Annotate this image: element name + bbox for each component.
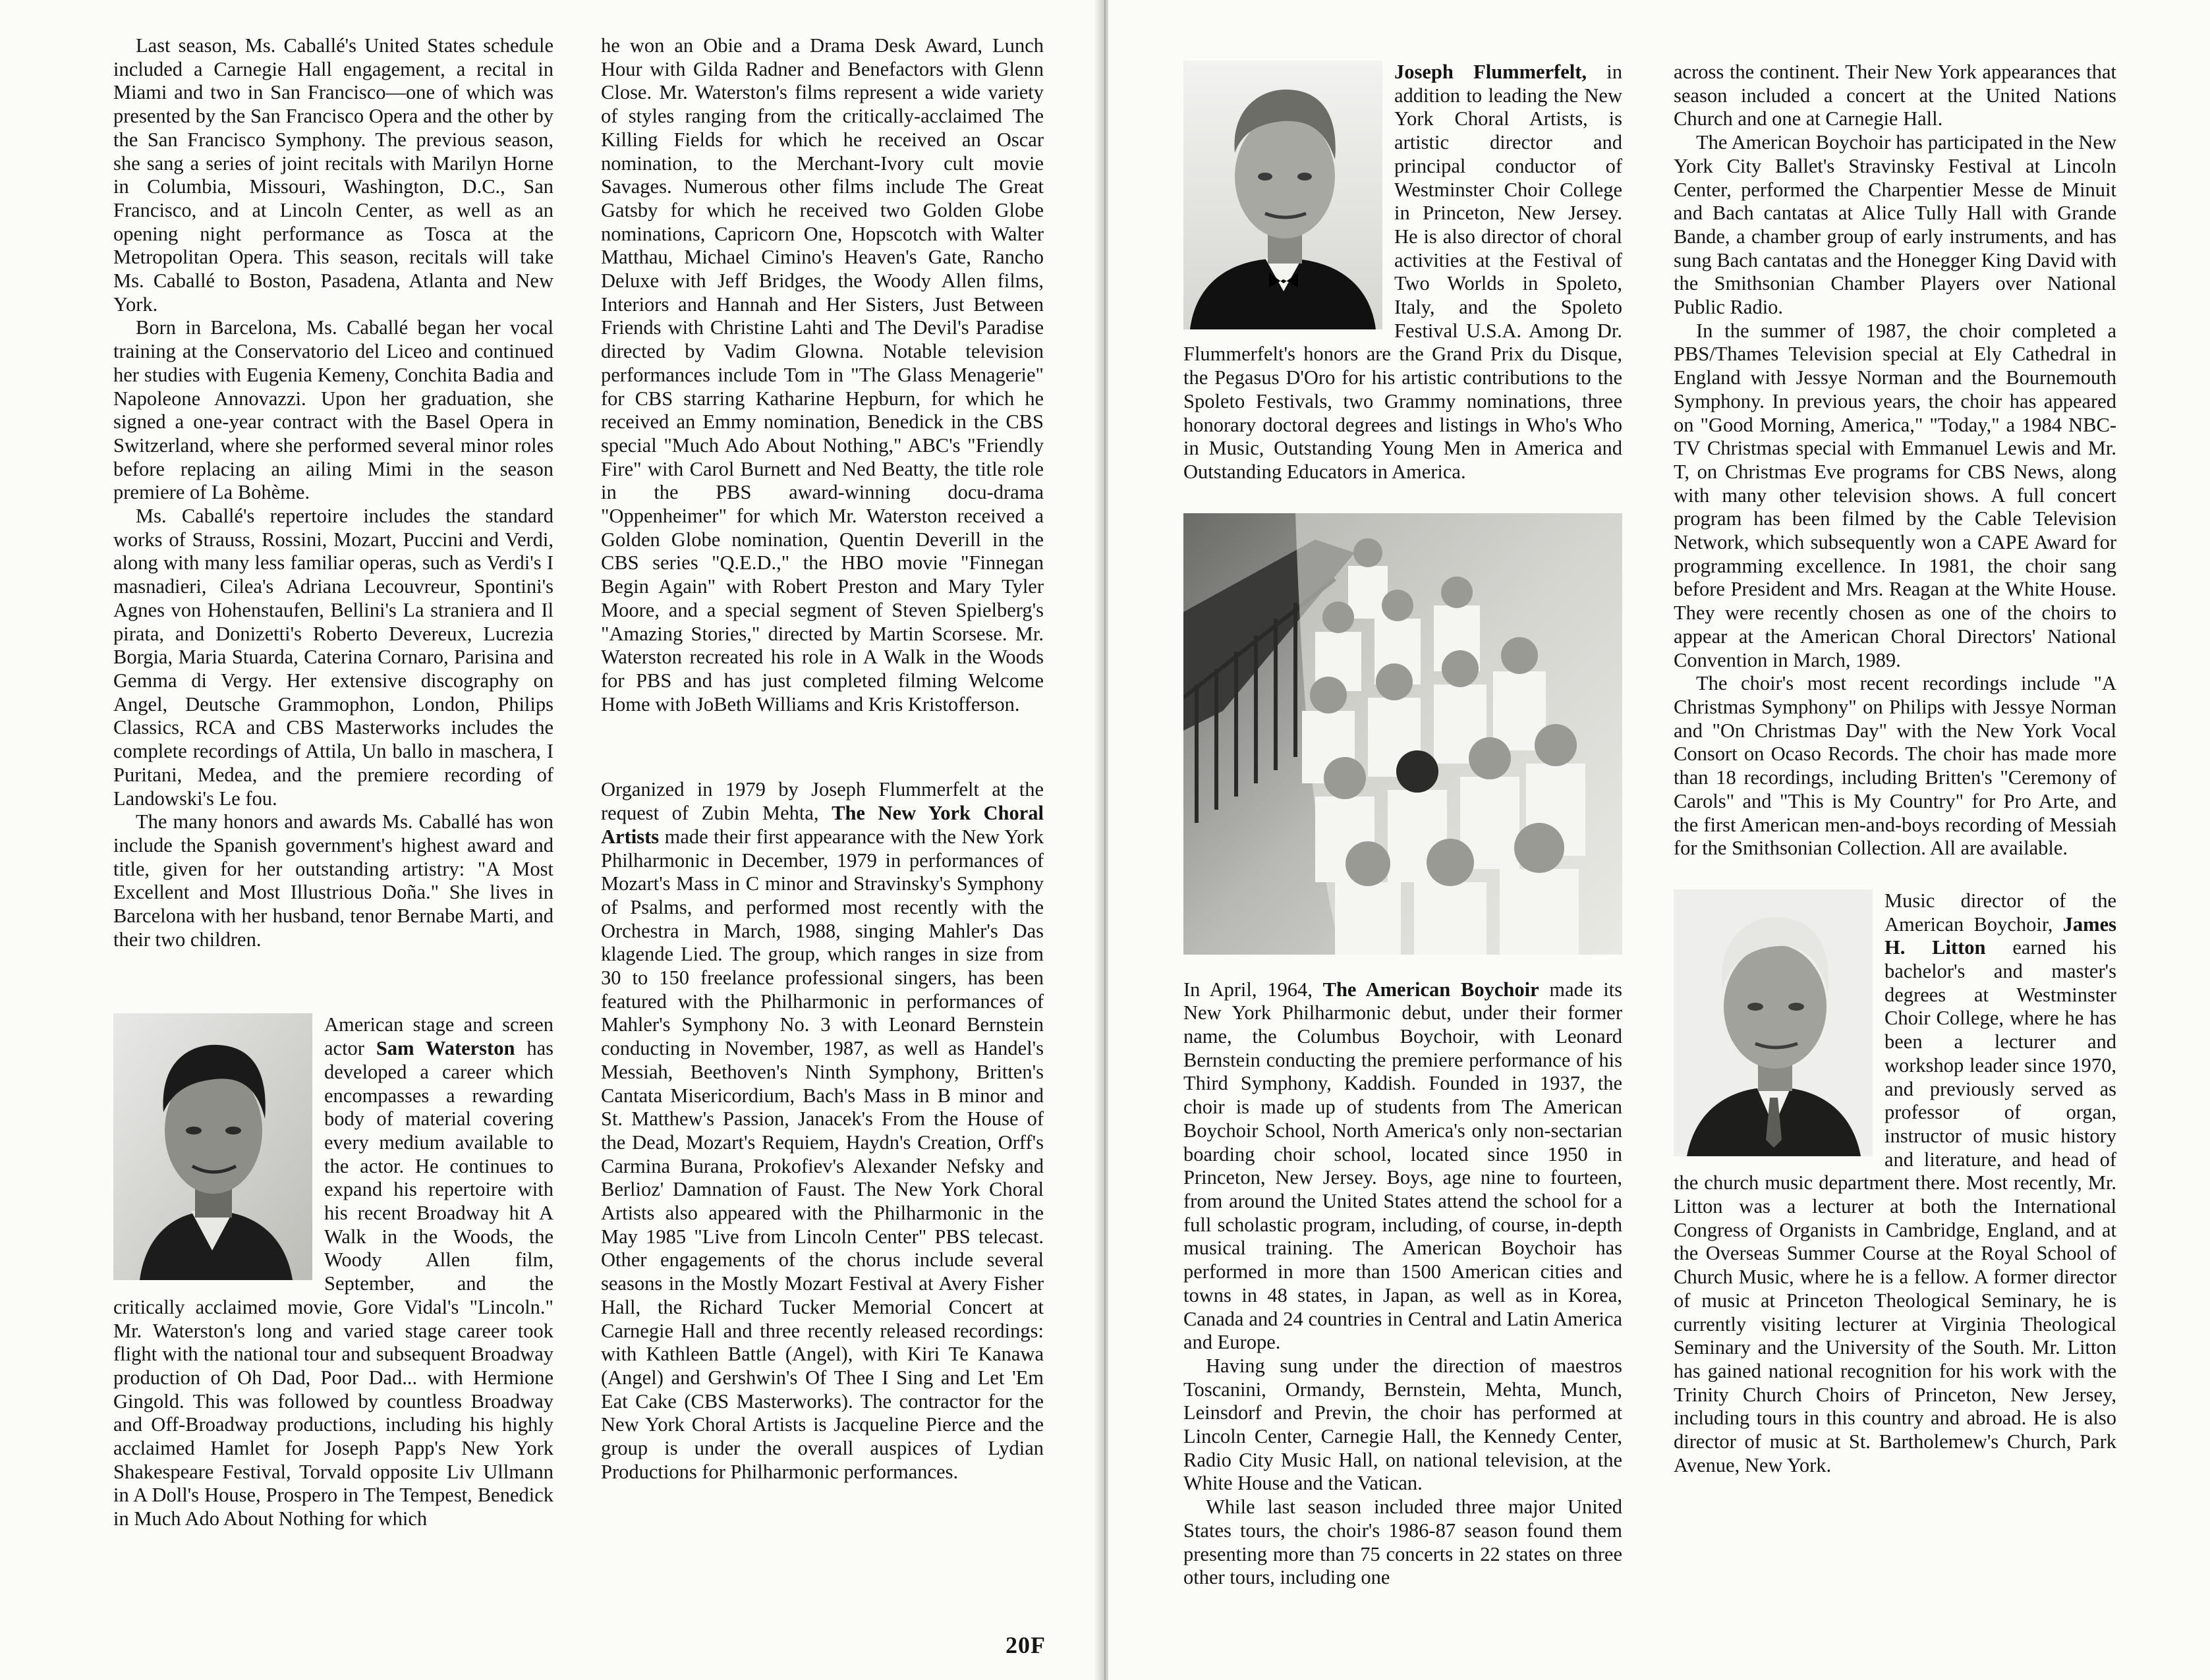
choral-body: made their first appearance with the New York Philharmonic in December, 1979 in performances of Mozart's Mass in C minor and Stravinsky's Symphony of Psalms, and performed most recently with the Orchestra in March, 1988, singing Mahler's Das klagende Lied. The group, which ranges in size from 30 to 150 freelance professional singers, has been featured with the Philharmonic in performances of Mahler's Symphony No. 3 with Leonard Bernstein conducting in November, 1987, as well as Handel's Messiah, Beethoven's Ninth Symphony, Britten's Cantata Misericordium, Bach's Mass in B minor and St. Matthew's Passion, Janacek's From the House of the Dead, Mozart's Requiem, Haydn's Creation, Orff's Carmina Burana, Prokofiev's Alexander Nefsky and Berlioz' Damnation of Faust. The New York Choral Artists also appeared with the Philharmonic in the May 1985 "Live from Lincoln Center" PBS telecast. Other engagements of the chorus include several seasons in the Mostly Mozart Festival at Avery Fisher Hall, the Richard Tucker Memorial Concert at Carnegie Hall and three recently released recordings: with Kathleen Battle (Angel), with Kiri Te Kanawa (Angel) and Gershwin's Of Thee I Sing and Let 'Em Eat Cake (CBS Masterworks). The contractor for the New York Choral Artists is Jacqueline Pierce and the group is under the overall auspices of Lydian Productions for Philharmonic performances. (601, 825, 1044, 1483)
section-gap (113, 951, 553, 1013)
right-column-1 (1183, 61, 1622, 1590)
litton-intro: Music director of the American Boychoir, (1884, 889, 2116, 936)
litton-name: James H. Litton (1884, 912, 2116, 959)
boychoir-group-photo (1183, 513, 1622, 955)
boychoir-body: made its New York Philharmonic debut, under their former name, the Columbus Boychoir, with Leonard Bernstein conducting the premiere performance of his Third Symphony, Kaddish. Founded in 1937, the choir is made up of students from The American Boychoir School, North America's only non-sectarian boarding choir school, located since 1950 in Princeton, New Jersey. Boys, age nine to fourteen, from around the United States attend the school for a full scholastic program, including, of course, in-depth musical training. The American Boychoir has performed in more than 1500 American cities and towns in 48 states, in Japan, as well as in Korea, Canada and 24 countries in Central and Latin America and Europe. (1183, 978, 1623, 1354)
flummerfelt-name: Joseph Flummerfelt, (1394, 61, 1587, 83)
right-page (1108, 0, 2210, 1680)
boychoir-paragraph: Having sung under the direction of maestros Toscanini, Ormandy, Bernstein, Mehta, Munch, Leinsdorf and Previn, the choir has performed at Lincoln Center, Carnegie Hall, the Kennedy Center, Radio City Music Hall, on national television, at the White House and the Vatican. (1183, 1354, 1622, 1495)
boychoir-paragraph: The American Boychoir has participated in the New York City Ballet's Stravinsky Festival at Lincoln Center, performed the Charpentier Messe de Minuit and Bach cantatas at Alice Tully Hall with Grande Bande, a chamber group of early instruments, and has sung Bach cantatas and the Honegger King David with the Smithsonian Chamber Players over National Public Radio. (1674, 131, 2116, 319)
boychoir-continued: across the continent. Their New York appearances that season included a concert at the United Nations Church and one at Carnegie Hall. (1674, 61, 2116, 130)
choral-artists-name: The New York Choral Artists (601, 802, 1044, 848)
choral-artists-bio (601, 778, 1044, 1484)
boychoir-intro: In April, 1964, (1183, 978, 1313, 1001)
boychoir-name: The American Boychoir (1322, 978, 1539, 1001)
caballe-paragraph: The many honors and awards Ms. Caballé has won include the Spanish government's highest award and title, given for her outstanding artistry: "A Most Excellent and Most Illustrious Doña." She lives in Barcelona with her husband, tenor Bernabe Marti, and their two children. (113, 810, 553, 951)
section-gap (601, 716, 1044, 778)
boychoir-paragraph: The choir's most recent recordings include "A Christmas Symphony" on Philips with Jessye Norman and "On Christmas Day" with the New York Vocal Consort on Ocaso Records. The choir has made more than 18 recordings, including Britten's "Ceremony of Carols" and "This is My Country" for Pro Arte, and the first American men-and-boys recording of Messiah for the Smithsonian Collection. All are available. (1674, 672, 2116, 860)
choral-intro: Organized in 1979 by Joseph Flummerfelt at the request of Zubin Mehta, (601, 778, 1044, 825)
right-column-2 (1674, 61, 2116, 1477)
waterston-portrait (113, 1013, 312, 1280)
waterston-intro: American stage and screen actor (324, 1013, 553, 1060)
litton-portrait (1674, 889, 1873, 1156)
waterston-body: has developed a career which encompasses a rewarding body of material covering every medium available to the actor. He continues to expand his repertoire with his recent Broadway hit A Walk in the Woods, the Woody Allen film, September, and the critically acclaimed movie, Gore Vidal's "Lincoln." Mr. Waterston's long and varied stage career took flight with the national tour and subsequent Broadway production of Oh Dad, Poor Dad... with Hermione Gingold. This was followed by countless Broadway and Off-Broadway productions, including his highly acclaimed Hamlet for Joseph Papp's New York Shakespeare Festival, Torvald opposite Liv Ullmann in A Doll's House, Prospero in The Tempest, Benedick in Much Ado About Nothing for which (113, 1037, 554, 1530)
page-number: 20F (1006, 1632, 1046, 1658)
caballe-paragraph: Last season, Ms. Caballé's United States schedule included a Carnegie Hall engagement, a recital in Miami and two in San Francisco—one of which was presented by the San Francisco Opera and the other by the San Francisco Symphony. The previous season, she sang a series of joint recitals with Marilyn Horne in Columbia, Missouri, Washington, D.C., San Francisco, and at Lincoln Center, as well as an opening night performance as Tosca at the Metropolitan Opera. This season, recitals will take Ms. Caballé to Boston, Pasadena, Atlanta and New York. (113, 34, 553, 316)
flummerfelt-portrait (1183, 61, 1382, 329)
litton-body: earned his bachelor's and master's degrees at Westminster Choir College, where he has been a lecturer and workshop leader since 1970, and previously served as professor of organ, instructor of music history and literature, and head of the church music department there. Most recently, Mr. Litton was a lecturer at both the International Congress of Organists in Cambridge, England, and at the Overseas Summer Course at the Royal School of Church Music, where he is a fellow. A former director of music at Princeton Theological Seminary, he is currently visiting lecturer at Virginia Theological Seminary and the University of the South. Mr. Litton has gained national recognition for his work with the Trinity Church Choirs of Princeton, New Jersey, including tours in this country and abroad. He is also director of music at St. Bartholemew's Church, Park Avenue, New York. (1674, 936, 2116, 1476)
section-gap (1674, 860, 2116, 889)
boychoir-bio (1183, 978, 1622, 1355)
section-gap (1183, 955, 1622, 978)
left-page (0, 0, 1102, 1680)
waterston-continued: he won an Obie and a Drama Desk Award, Lunch Hour with Gilda Radner and Benefactors with Glenn Close. Mr. Waterston's films represent a wide variety of styles ranging from the critically-acclaimed The Killing Fields for which he received an Oscar nomination, to the Merchant-Ivory cult movie Savages. Numerous other films include The Great Gatsby for which he received two Golden Globe nominations, Capricorn One, Hopscotch with Walter Matthau, Michael Cimino's Heaven's Gate, Rancho Deluxe with Jeff Bridges, the Woody Allen films, Interiors and Hannah and Her Sisters, Just Between Friends with Christine Lahti and The Devil's Paradise directed by Vadim Glowna. Notable television performances include Tom in "The Glass Menagerie" for CBS starring Katharine Hepburn, for which he received an Emmy nomination, Benedick in the CBS special "Much Ado About Nothing," ABC's "Friendly Fire" with Carol Burnett and Ned Beatty, the title role in the PBS award-winning docu-drama "Oppenheimer" for which Mr. Waterston received a Golden Globe nomination, Quentin Deverill in the CBS series "Q.E.D.," the HBO movie "Finnegan Begin Again" with Robert Preston and Mary Tyler Moore, and a special segment of Steven Spielberg's "Amazing Stories," directed by Martin Scorsese. Mr. Waterston recreated his role in A Walk in the Woods for PBS and has just completed filming Welcome Home with JoBeth Williams and Kris Kristofferson. (601, 34, 1044, 715)
flummerfelt-body: in addition to leading the New York Choral Artists, is artistic director and principal conductor of Westminster Choir College in Princeton, New Jersey. He is also director of choral activities at the Festival of Two Worlds in Spoleto, Italy, and the Spoleto Festival U.S.A. Among Dr. Flummerfelt's honors are the Grand Prix du Disque, the Pegasus D'Oro for his artistic contributions to the Spoleto Festivals, two Grammy nominations, three honorary doctoral degrees and listings in Who's Who in Music, Outstanding Young Men in America and Outstanding Educators in America. (1183, 61, 1622, 483)
section-gap (1183, 484, 1622, 513)
left-column-2 (601, 34, 1044, 1484)
waterston-name: Sam Waterston (376, 1037, 515, 1060)
left-column-1 (113, 34, 553, 1531)
caballe-paragraph: Born in Barcelona, Ms. Caballé began her vocal training at the Conservatorio del Liceo and continued her studies with Eugenia Kemeny, Conchita Badia and Napoleone Annovazzi. Upon her graduation, she signed a one-year contract with the Basel Opera in Switzerland, where she performed several minor roles before replacing an ailing Mimi in the season premiere of La Bohème. (113, 316, 553, 504)
boychoir-paragraph: While last season included three major United States tours, the choir's 1986-87 season found them presenting more than 75 concerts in 22 states on three other tours, including one (1183, 1496, 1622, 1589)
caballe-paragraph: Ms. Caballé's repertoire includes the standard works of Strauss, Rossini, Mozart, Puccini and Verdi, along with many less familiar operas, such as Verdi's I masnadieri, Cilea's Adriana Lecouvreur, Spontini's Agnes von Hohenstaufen, Bellini's La straniera and Il pirata, and Donizetti's Roberto Devereux, Lucrezia Borgia, Maria Stuarda, Caterina Cornaro, Parisina and Gemma di Vergy. Her extensive discography on Angel, Deutsche Grammophon, London, Philips Classics, RCA and CBS Masterworks includes the complete recordings of Attila, Un ballo in maschera, I Puritani, Medea, and the premiere recording of Landowski's Le fou. (113, 505, 553, 810)
boychoir-paragraph: In the summer of 1987, the choir completed a PBS/Thames Television special at Ely Cathedral in England with Jessye Norman and the Bournemouth Symphony. In previous years, the choir has appeared on "Good Morning, America," "Today," a 1984 NBC-TV Christmas special with Emmanuel Lewis and Mr. T, on Christmas Eve programs for CBS News, along with many other television shows. A full concert program has been filmed by the Cable Television Network, which subsequently won a CAPE Award for programming excellence. In 1981, the choir sang before President and Mrs. Reagan at the White House. They were recently chosen as one of the choirs to appear at the American Choral Directors' National Convention in March, 1989. (1674, 319, 2116, 671)
